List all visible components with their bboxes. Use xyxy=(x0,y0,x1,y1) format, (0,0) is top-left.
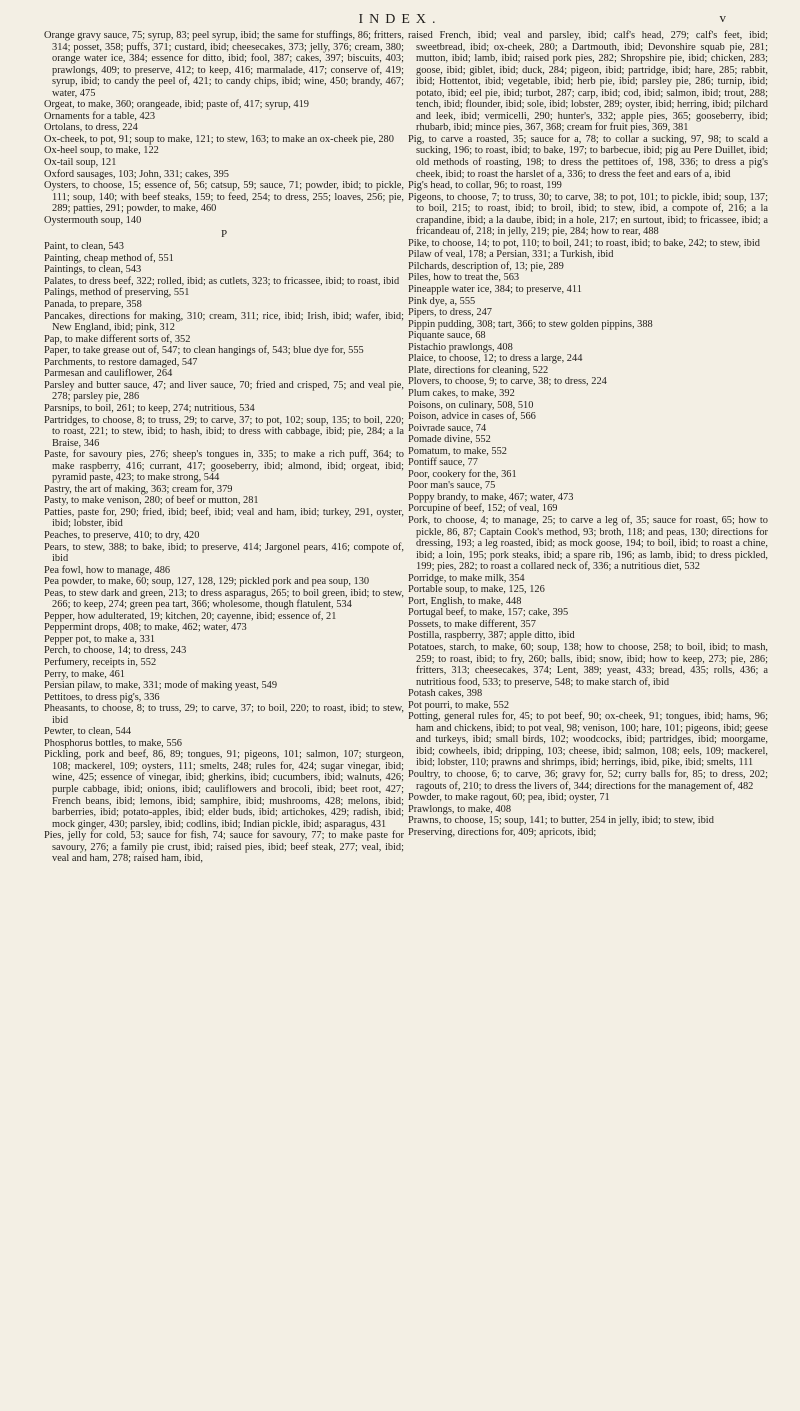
index-entry: Prawns, to choose, 15; soup, 141; to butter, 254 in jelly, ibid; to stew, ibid xyxy=(408,815,714,827)
page-mark: v xyxy=(719,10,726,25)
index-entry: Portugal beef, to make, 157; cake, 395 xyxy=(408,607,569,619)
index-entry: Postilla, raspberry, 387; apple ditto, ibid xyxy=(408,630,575,642)
index-column-right xyxy=(408,30,768,1403)
index-entry: Pastry, the art of making, 363; cream for, 379 xyxy=(44,483,233,495)
index-entry: Persian pilaw, to make, 331; mode of making yeast, 549 xyxy=(44,680,278,692)
index-entry: Oxford sausages, 103; John, 331; cakes, 395 xyxy=(44,168,229,180)
index-entry: Partridges, to choose, 8; to truss, 29; to carve, 37; to pot, 102; soup, 135; to boil, 220; to roast, 221; to stew, ibid; to hash, ibid; to dress with cabbage, ibid; pie, 284; a la Braise, 346 xyxy=(44,414,404,449)
index-entry: Palates, to dress beef, 322; rolled, ibid; as cutlets, 323; to fricassee, ibid; to roast, ibid xyxy=(44,275,400,287)
index-column-left xyxy=(44,30,404,1403)
index-entry: Painting, cheap method of, 551 xyxy=(44,252,174,264)
index-entry: Potting, general rules for, 45; to pot beef, 90; ox-cheek, 91; tongues, ibid; hams, 96; ham and chickens, ibid; to pot veal, 98; venison, 100; hare, 101; pigeons, ibid; geese and turkeys, ibid; small birds, 102; woodcocks, ibid; partridges, ibid; moorgame, ibid; cowheels, ibid; dripping, 103; cheese, ibid; salmon, 108; eels, 109; mackerel, ibid; lobster, 110; prawns and shrimps, ibid; herrings, ibid, pike, ibid; smelts, 111 xyxy=(408,711,768,769)
index-entry: Orgeat, to make, 360; orangeade, ibid; paste of, 417; syrup, 419 xyxy=(44,99,309,111)
index-entry: Preserving, directions for, 409; apricots, ibid; xyxy=(408,826,597,838)
index-entry: Pickling, pork and beef, 86, 89; tongues, 91; pigeons, 101; salmon, 107; sturgeon, 108; mackerel, 109; oysters, 111; smelts, 248; rules for, 424; sugar vinegar, ibid; wine, 425; essence of vinegar, ibid; gherkins, ibid; cucumbers, ibid; walnuts, 426; purple cabbage, ibid; onions, ibid; cauliflowers and brocoli, ibid; beet root, 427; French beans, ibid; lemons, ibid; samphire, ibid; mushrooms, 428; melons, ibid; barberries, ibid; potato-apples, ibid; elder buds, ibid; artichokes, 429; radish, ibid; mock ginger, 430; parsley, ibid; codlins, ibid; Indian pickle, ibid; asparagus, 431 xyxy=(44,749,404,830)
index-entry: Poor, cookery for the, 361 xyxy=(408,468,517,480)
section-letter: P xyxy=(220,228,228,241)
index-entry: Pink dye, a, 555 xyxy=(408,295,476,307)
index-entry: Pies, jelly for cold, 53; sauce for fish, 74; sauce for savoury, 77; to make paste for savoury, 276; a family pie crust, ibid; raised pies, ibid; beef steak, 277; veal, ibid; veal and ham, 278; raised ham, ibid, xyxy=(44,830,404,865)
index-entry: Palings, method of preserving, 551 xyxy=(44,287,190,299)
index-entry: Ox-heel soup, to make, 122 xyxy=(44,145,159,157)
index-entry: Pomade divine, 552 xyxy=(408,434,491,446)
index-entry: Piquante sauce, 68 xyxy=(408,330,486,342)
index-entry: Pomatum, to make, 552 xyxy=(408,445,507,457)
index-entry: Pigeons, to choose, 7; to truss, 30; to carve, 38; to pot, 101; to pickle, ibid; soup, 137; to boil, 215; to roast, ibid; to broil, ibid; to stew, ibid, a compote of, 216; a la crapandine, ibid; a la daube, ibid; in a hole, 217; en surtout, ibid; to fricassee, ibid; a fricandeau of, 218; in jelly, 219; pie, 284; how to rear, 488 xyxy=(408,191,768,238)
index-entry: Peppermint drops, 408; to make, 462; water, 473 xyxy=(44,622,247,634)
index-entry: Portable soup, to make, 125, 126 xyxy=(408,584,545,596)
index-entry: raised French, ibid; veal and parsley, ibid; calf's head, 279; calf's feet, ibid; sweetbread, ibid; ox-cheek, 280; a Dartmouth, ibid; Devonshire squab pie, 281; mutton, ibid; lamb, ibid; raised pork pies, 282; Shropshire pie, ibid; chicken, 283; goose, ibid; giblet, ibid; duck, 284; pigeon, ibid; partridge, ibid; hare, 285; rabbit, ibid; Hottentot, ibid; vegetable, ibid; herb pie, ibid; parsley pie, 286; turnip, ibid; potato, ibid; eel pie, ibid; turbot, 287; carp, ibid; cod, ibid; salmon, ibid; trout, 288; tench, ibid; flounder, ibid; sole, ibid; lobster, 289; oyster, ibid; herring, ibid; pilchard and leek, ibid; vermicelli, 290; hunter's, 332; apple pies, 365; gooseberry, ibid; rhubarb, ibid; mince pies, 367, 368; cream for fruit pies, 369, 381 xyxy=(408,30,768,134)
index-entry: Plate, directions for cleaning, 522 xyxy=(408,364,549,376)
index-entry: Pea fowl, how to manage, 486 xyxy=(44,564,171,576)
index-entry: Pheasants, to choose, 8; to truss, 29; to carve, 37; to boil, 220; to roast, ibid; to stew, ibid xyxy=(44,703,404,726)
index-entry: Pineapple water ice, 384; to preserve, 411 xyxy=(408,284,582,296)
index-entry: Prawlongs, to make, 408 xyxy=(408,803,512,815)
index-entry: Poultry, to choose, 6; to carve, 36; gravy for, 52; curry balls for, 85; to dress, 202; ragouts of, 210; to dress the livers of, 344; directions for the management of, 482 xyxy=(408,769,768,792)
index-entry: Potash cakes, 398 xyxy=(408,688,483,700)
index-entry: Parsnips, to boil, 261; to keep, 274; nutritious, 534 xyxy=(44,402,255,414)
index-entry: Poor man's sauce, 75 xyxy=(408,480,496,492)
index-entry: Pilaw of veal, 178; a Persian, 331; a Turkish, ibid xyxy=(408,249,614,261)
index-entry: Paint, to clean, 543 xyxy=(44,241,124,253)
index-entry: Ox-cheek, to pot, 91; soup to make, 121; to stew, 163; to make an ox-cheek pie, 280 xyxy=(44,133,394,145)
index-entry: Paintings, to clean, 543 xyxy=(44,264,142,276)
index-entry: Ornaments for a table, 423 xyxy=(44,110,156,122)
index-entry: Perry, to make, 461 xyxy=(44,668,125,680)
index-entry: Pike, to choose, 14; to pot, 110; to boil, 241; to roast, ibid; to bake, 242; to stew, ibid xyxy=(408,237,760,249)
index-entry: Pot pourri, to make, 552 xyxy=(408,699,510,711)
page-title: INDEX. xyxy=(358,12,442,27)
index-entry: Pea powder, to make, 60; soup, 127, 128, 129; pickled pork and pea soup, 130 xyxy=(44,576,370,588)
running-header xyxy=(0,6,800,30)
index-entry: Panada, to prepare, 358 xyxy=(44,299,142,311)
index-entry: Pepper pot, to make a, 331 xyxy=(44,633,156,645)
index-entry: Parsley and butter sauce, 47; and liver sauce, 70; fried and crisped, 75; and veal pie, 278; parsley pie, 286 xyxy=(44,379,404,403)
index-entry: Paste, for savoury pies, 276; sheep's tongues in, 335; to make a rich puff, 364; to make raspberry, 416; currant, 417; gooseberry, ibid; almond, ibid; orgeat, ibid; pyramid paste, 423; to make strong, 544 xyxy=(44,449,404,484)
index-entry: Plaice, to choose, 12; to dress a large, 244 xyxy=(408,353,583,365)
index-entry: Pig, to carve a roasted, 35; sauce for a, 78; to collar a sucking, 97, 98; to scald a sucking, 196; to roast, ibid; to bake, 197; to barbecue, ibid; pig au Pere Duillet, ibid; old methods of roasting, 198; to dress the pettitoes of, 198, 336; to dress a pig's cheek, ibid; to roast the harslet of a, 336; to dress the feet and ears of a, ibid xyxy=(408,133,768,180)
index-entry: Port, English, to make, 448 xyxy=(408,595,522,607)
index-entry: Paper, to take grease out of, 547; to clean hangings of, 543; blue dye for, 555 xyxy=(44,345,364,357)
index-entry: Piles, how to treat the, 563 xyxy=(408,272,520,284)
index-entry: Pancakes, directions for making, 310; cream, 311; rice, ibid; Irish, ibid; wafer, ibid; New England, ibid; pink, 312 xyxy=(44,310,404,334)
index-entry: Oysters, to choose, 15; essence of, 56; catsup, 59; sauce, 71; powder, ibid; to pickle, 111; soup, 140; with beef steaks, 159; to feed, 254; to dress, 255; loaves, 256; pie, 289; patties, 291; powder, to make, 460 xyxy=(44,180,404,215)
index-entry: Pontiff sauce, 77 xyxy=(408,457,478,469)
index-entry: Poivrade sauce, 74 xyxy=(408,422,487,434)
index-entry: Powder, to make ragout, 60; pea, ibid; oyster, 71 xyxy=(408,792,610,804)
index-entry: Porcupine of beef, 152; of veal, 169 xyxy=(408,503,558,515)
index-entry: Oystermouth soup, 140 xyxy=(44,214,142,226)
index-entry: Plovers, to choose, 9; to carve, 38; to dress, 224 xyxy=(408,376,607,388)
index-entry: Poppy brandy, to make, 467; water, 473 xyxy=(408,491,574,503)
index-entry: Pettitoes, to dress pig's, 336 xyxy=(44,691,160,703)
index-entry: Pig's head, to collar, 96; to roast, 199 xyxy=(408,180,562,192)
index-entry: Perch, to choose, 14; to dress, 243 xyxy=(44,645,187,657)
index-entry: Pasty, to make venison, 280; of beef or mutton, 281 xyxy=(44,495,259,507)
index-entry: Pewter, to clean, 544 xyxy=(44,726,132,738)
index-entry: Pippin pudding, 308; tart, 366; to stew golden pippins, 388 xyxy=(408,318,653,330)
index-entry: Ortolans, to dress, 224 xyxy=(44,122,138,134)
index-entry: Peaches, to preserve, 410; to dry, 420 xyxy=(44,529,200,541)
index-entry: Plum cakes, to make, 392 xyxy=(408,387,515,399)
index-entry: Porridge, to make milk, 354 xyxy=(408,572,525,584)
index-entry: Peas, to stew dark and green, 213; to dress asparagus, 265; to boil green, ibid; to stew, 266; to keep, 274; green pea tart, 366; wholesome, though flatulent, 534 xyxy=(44,587,404,611)
index-entry: Parmesan and cauliflower, 264 xyxy=(44,368,173,380)
index-entry: Orange gravy sauce, 75; syrup, 83; peel syrup, ibid; the same for stuffings, 86; fritters, 314; posset, 358; puffs, 371; custard, ibid; cheesecakes, 373; jelly, 376; cream, 380; orange water ice, 384; essence for ditto, ibid; fool, 387; cakes, 397; biscuits, 403; prawlongs, 409; to preserve, 412; to keep, 416; marmalade, 417; conserve of, 419; syrup, ibid; to candy the peel of, 421; to candy chips, ibid; wine, 450; brandy, 467; water, 475 xyxy=(44,30,404,99)
index-entry: Pilchards, description of, 13; pie, 289 xyxy=(408,260,564,272)
index-entry: Pork, to choose, 4; to manage, 25; to carve a leg of, 35; sauce for roast, 65; how to pickle, 86, 87; Captain Cook's method, 93; broth, 118; and peas, 130; directions for dressing, 193; a leg roasted, ibid; as mock goose, 194; to boil, ibid; to roast a chine, ibid; a loin, 195; pork steaks, ibid; a spare rib, 196; as lamb, ibid; to dress pickled, 199; pies, 282; to roast a collared neck of, 336; a nutritious diet, 532 xyxy=(408,514,768,573)
index-entry: Potatoes, starch, to make, 60; soup, 138; how to choose, 258; to boil, ibid; to mash, 259; to roast, ibid; to fry, 260; balls, ibid; snow, ibid; how to keep, 273; pie, 286; fritters, 313; cheesecakes, 374; Lent, 389; yeast, 433; bread, 435; rolls, 436; a nutritious food, 533; to preserve, 548; to make starch of, ibid xyxy=(408,641,768,688)
index-entry: Poison, advice in cases of, 566 xyxy=(408,411,536,423)
index-entry: Poisons, on culinary, 508, 510 xyxy=(408,399,534,411)
index-entry: Ox-tail soup, 121 xyxy=(44,157,117,169)
index-entry: Phosphorus bottles, to make, 556 xyxy=(44,737,182,749)
index-entry: Parchments, to restore damaged, 547 xyxy=(44,356,198,368)
index-entry: Possets, to make different, 357 xyxy=(408,618,536,630)
index-entry: Perfumery, receipts in, 552 xyxy=(44,656,157,668)
index-entry: Pears, to stew, 388; to bake, ibid; to preserve, 414; Jargonel pears, 416; compote of, ibid xyxy=(44,541,404,565)
index-entry: Pipers, to dress, 247 xyxy=(408,307,492,319)
index-entry: Patties, paste for, 290; fried, ibid; beef, ibid; veal and ham, ibid; turkey, 291, oyster, ibid; lobster, ibid xyxy=(44,506,404,530)
index-entry: Pepper, how adulterated, 19; kitchen, 20; cayenne, ibid; essence of, 21 xyxy=(44,610,337,622)
index-entry: Pistachio prawlongs, 408 xyxy=(408,341,513,353)
index-entry: Pap, to make different sorts of, 352 xyxy=(44,333,191,345)
